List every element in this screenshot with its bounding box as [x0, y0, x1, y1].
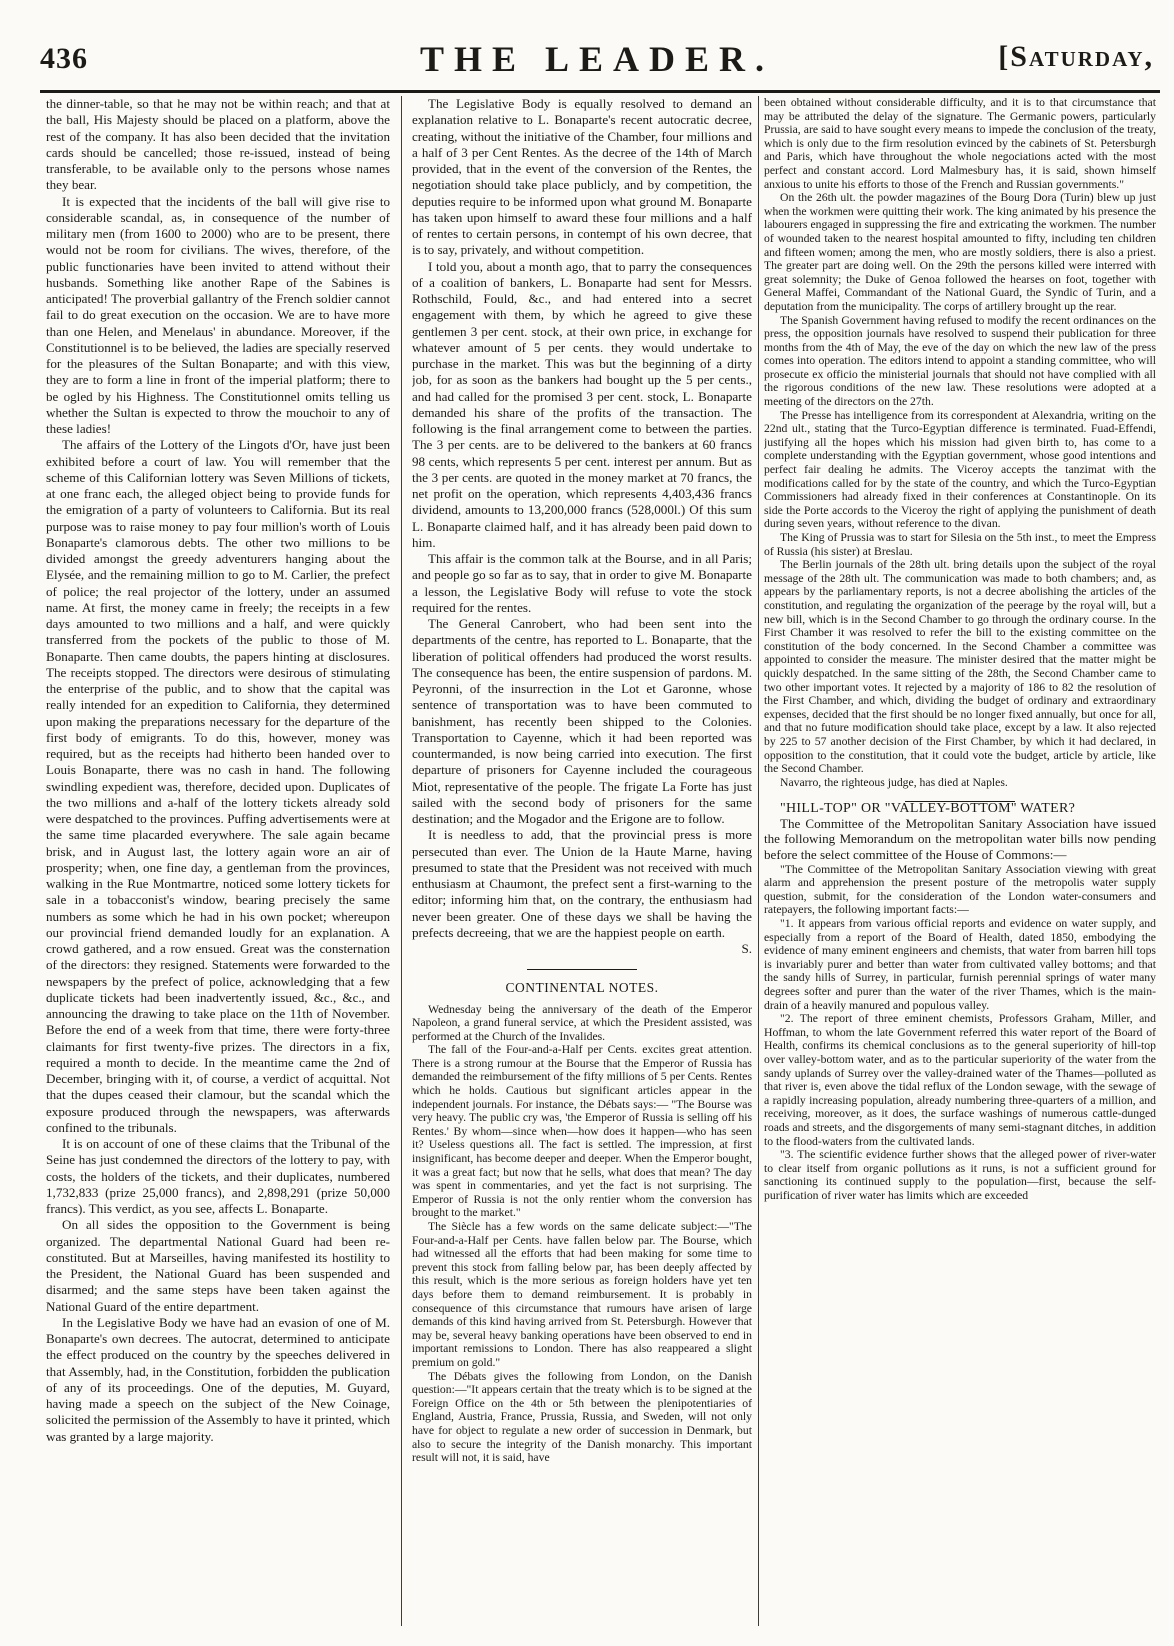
paragraph: "1. It appears from various official reports and evidence on water supply, and especially from a report of the Board of Health, dated 1850, embodying the evidence of many eminent engineers and chemists, that water from barren hill tops is invariably purer and better than water from cultivated valley bottoms; and that the sandy hills of Surrey, in particular, furnish perennial springs of water many degrees softer and purer than the water of the river Thames, which is the main-drain of a heavily manured and populous valley. — [764, 917, 1156, 1012]
paragraph: The Committee of the Metropolitan Sanitary Association have issued the following Memorandum on the metropolitan water bills now pending before the select committee of the House of Commons:— — [764, 815, 1156, 863]
paragraph: I told you, about a month ago, that to parry the consequences of a coalition of bankers, L. Bonaparte had sent for Messrs. Rothschild, Fould, &c., and had entered into a secret engagement with them, by which he agreed to give these gentlemen 3 per cent. stock, at their own price, in exchange for whatever amount of 5 per cents. they would undertake to purchase in the market. This was but the beginning of a dirty job, for as soon as the bankers had bought up the 5 per cents., and had called for the promised 3 per cent. stock, L. Bonaparte demanded his share of the profits of the transaction. The following is the final arrangement come to between the parties. The 3 per cents. are to be delivered to the bankers at 60 francs 98 cents, which represents 5 per cent. interest per annum. But as the 3 per cents. are quoted in the money market at 70 francs, the net profit on the operation, which represents 4,403,436 francs dividend, amounts to 13,200,000 francs (528,000l.) Of this sum L. Bonaparte claimed half, and it has already been paid down to him. — [412, 258, 752, 550]
paragraph: been obtained without considerable difficulty, and it is to that circumstance that may be attributed the delay of the signature. The Germanic powers, particularly Prussia, are said to have sought every means to impede the conclusion of the treaty, which is only due to the firm resolution evinced by the cabinets of St. Petersburgh and Paris, which have throughout the whole negociations acted with the most perfect and constant accord. Lord Malmesbury has, it is said, shown himself anxious to unite his efforts to those of the French and Russian governments." — [764, 96, 1156, 191]
section-rule — [527, 969, 637, 970]
paragraph: "2. The report of three eminent chemists, Professors Graham, Miller, and Hoffman, to whom the late Government referred this water report of the Board of Health, confirms its chemical conclusions as to the general superiority of hill-top over valley-bottom water, and as to the particular superiority of the water from the sandy uplands of Surrey over the valley-drained water of the Thames—polluted as that river is, even above the tidal reflux of the London sewage, with the sewage of a rapidly increasing population, already numbering three-quarters of a million, and receiving, moreover, as it does, the surface washings of numerous cattle-dunged roads and streets, and the disgorgements of many semi-stagnant ditches, in addition to the flood-waters from the cultivated lands. — [764, 1012, 1156, 1148]
masthead — [40, 32, 1154, 84]
paragraph: "The Committee of the Metropolitan Sanitary Association viewing with great alarm and apprehension the present posture of the metropolis water supply question, submit, for the consideration of the London water-consumers and ratepayers, the following important facts:— — [764, 862, 1156, 917]
paragraph: On the 26th ult. the powder magazines of the Bourg Dora (Turin) blew up just when the workmen were quitting their work. The king animated by his presence the labourers engaged in suppressing the fire and extricating the workmen. The number of wounded taken to the nearest hospital amounted to fifty, including ten children and fifteen women; among the men, who are mostly soldiers, there is also a priest. The greater part are doing well. On the 29th the persons killed were interred with great solemnity; the Duke of Genoa followed the hearses on foot, together with General Maffei, Commandant of the National Guard, the Syndic of Turin, and a deputation from the municipality. The corps of artillery brought up the rear. — [764, 191, 1156, 313]
paragraph: It is needless to add, that the provincial press is more persecuted than ever. The Union de la Haute Marne, having presumed to state that the President was not received with much enthusiasm at Chaumont, the prefect sent a first-warning to the editor; informing him that, on the contrary, the enthusiasm had never been greater. One of these days we shall be having the prefects decreeing, that we are the happiest people on earth. — [412, 827, 752, 940]
newspaper-title: THE LEADER. — [419, 39, 775, 79]
column-divider — [758, 96, 759, 1626]
paragraph: This affair is the common talk at the Bourse, and in all Paris; and people go so far as to say, that in order to give M. Bonaparte a lesson, the Legislative Body will refuse to vote the stock required for the rentes. — [412, 551, 752, 615]
paragraph: The affairs of the Lottery of the Lingots d'Or, have just been exhibited before a court of law. You will remember that the scheme of this Californian lottery was Seven Millions of tickets, at one franc each, the alleged object being to provide funds for the emigration of a party of volunteers to California. But its real purpose was to raise money to pay four million's worth of Louis Bonaparte's clamorous debts. The other two millions to be divided amongst the greedy adventurers hanging about the Elysée, and the remaining million to go to M. Carlier, the prefect of police; the real projector of the lottery, under an assumed name. At first, the money came in freely; the receipts in a few days amounted to two millions and a half, and were quickly transferred from the pockets of the public to those of M. Bonaparte. Then came doubts, the papers hinting at disclosures. The receipts stopped. The directors were desirous of stimulating the enterprise of the public, and to show that the capital was really intended for an expedition to California, they determined upon making the preparations necessary for the departure of the first body of emigrants. To do this, however, money was required, but as the receipts had hitherto been handed over to Louis Bonaparte, there was no cash in hand. The following swindling expedient was, therefore, decided upon. Duplicates of the two millions and a-half of the lottery tickets already sold were despatched to the provinces. Puffing advertisements were at the same time placarded everywhere. The sale again became brisk, and in August last, the lottery again wore an air of prosperity; when, one fine day, a gentleman from the provinces, walking in the Rue Montmartre, noticed some lottery tickets for sale in a tobacconist's window, bearing precisely the same numbers as some which he had in his own pocket; whereupon our provincial friend demanded loudly for an explanation. A crowd gathered, and a row ensued. Great was the consternation of the directors: they resigned. Statements were forwarded to the newspapers by the prefect of police, acknowledging that a few duplicate tickets had been inadvertently issued, &c., &c., and announcing the drawing to take place on the 11th of November. Before the end of a week from that time, there were forty-three claimants for first twenty-five prizes. The directors in a fix, required a month to decide. In the meantime came the 2nd of December, bringing with it, of course, a verdict of acquittal. Not that the dupes ceased their clamour, but the scandal which the exposure produced through the newspapers, was afterwards confined to the tribunals. — [46, 437, 390, 1135]
issue-day: [Saturday, — [998, 40, 1154, 73]
paragraph: The Presse has intelligence from its correspondent at Alexandria, writing on the 22nd ult., stating that the Turco-Egyptian difference is terminated. Fuad-Effendi, justifying all the hopes which his mission had given birth to, has come to a complete understanding with the Egyptian government, whose good intentions and perfect fair dealing he admits. The Viceroy accepts the tanzimat with the modifications called for by the state of the country, and which the Turco-Egyptian Commissioners had already fixed in their conferences at Constantinople. On its side the Porte accords to the Viceroy the right of applying the punishment of death during seven years, without reference to the divan. — [764, 408, 1156, 531]
paragraph: It is on account of one of these claims that the Tribunal of the Seine has just condemned the directors of the lottery to pay, with costs, the holders of the tickets, and their duplicates, numbered 1,732,833 (prize 25,000 francs), and 2,898,291 (prize 50,000 francs). This verdict, as you see, affects L. Bonaparte. — [46, 1136, 390, 1216]
paragraph: It is expected that the incidents of the ball will give rise to considerable scandal, as, in consequence of the number of military men (from 1600 to 2000) who are to be present, there would not be room for civilians. The wives, therefore, of the public functionaries have been invited to attend without their husbands. Something like another Rape of the Sabines is anticipated! The proverbial gallantry of the French soldier cannot fail to do great execution on the occasion. We are to have more than one Helen, and Menelaus' in abundance. Moreover, if the Constitutionnel is to be believed, the ladies are specially reserved for the pleasures of the Sultan Bonaparte; and with this view, they are to form a line in front of the imperial platform; there to be ogled by his Highness. The Constitutionnel omits telling us whether the Sultan is expected to throw the mouchoir to any of these ladies! — [46, 193, 390, 436]
paragraph: The Legislative Body is equally resolved to demand an explanation relative to L. Bonaparte's recent autocratic decree, creating, without the initiative of the Chamber, four millions and a half of 3 per Cent Rentes. As the decree of the 14th of March provided, that in the event of the conversion of the Rentes, the negotiation should take place publicly, and by competition, the deputies require to be informed upon what ground M. Bonaparte has taken upon himself to award these four millions and a half of rentes to certain persons, in contempt of his own decree, that is to say, privately, and without competition. — [412, 96, 752, 258]
paragraph: The Berlin journals of the 28th ult. bring details upon the subject of the royal message of the 28th ult. The communication was made to both chambers; and, as appears by the parliamentary reports, is not a decree abolishing the articles of the constitution, and regulating the organization of the peerage by the royal will, but a new bill, which is in the Second Chamber to go through the ordinary course. In the First Chamber it was resolved to refer the bill to the existing committee on the constitution of the body concerned. In the Second Chamber a committee was appointed to consider the measure. The minister desired that the matter might be quickly despatched. In the same sitting of the 28th, the Second Chamber came to two other important votes. It rejected by a majority of 186 to 82 the resolution of the First Chamber, and which, dividing the budget of ordinary and extraordinary expenses, decided that the first should be no longer fixed annually, but once for all, and that no future modification should take place, except by a law. It also rejected by 225 to 57 another decision of the First Chamber, by which it had declared, in opposition to the constitution, that it could vote the budget, article by article, like the Second Chamber. — [764, 558, 1156, 776]
paragraph: On all sides the opposition to the Government is being organized. The departmental National Guard had been re-constituted. But at Marseilles, having manifested its hostility to the President, the National Guard has been suspended and disarmed; and the same steps have been taken against the National Guard of the entire department. — [46, 1217, 390, 1314]
section-heading-hill-top-water: "HILL-TOP" OR "VALLEY-BOTTOM" WATER? — [780, 801, 1076, 817]
column-3 — [764, 96, 1156, 1626]
page-number: 436 — [40, 42, 88, 75]
paragraph: Wednesday being the anniversary of the death of the Emperor Napoleon, a grand funeral service, at which the President assisted, was performed at the Church of the Invalides. — [412, 1002, 752, 1043]
paragraph: Navarro, the righteous judge, has died at Naples. — [780, 775, 1008, 789]
signature: S. — [741, 941, 752, 956]
paragraph: the dinner-table, so that he may not be within reach; and that at the ball, His Majesty should be placed on a platform, above the rest of the company. It has also been decided that the invitation cards should be cancelled; those re-issued, instead of being transferable, to be available only to the persons whose names they bear. — [46, 96, 390, 193]
paragraph: The General Canrobert, who had been sent into the departments of the centre, has reported to L. Bonaparte, that the liberation of political offenders had produced the worst results. The consequence has been, the entire suspension of pardons. M. Peyronni, of the insurrection in the Lot et Garonne, whose sentence of transportation was to have been commuted to banishment, has recently been shipped to the Colonies. Transportation to Cayenne, which it had been reported was countermanded, is now being carried into execution. The first departure of prisoners for Cayenne included the courageous Miot, representative of the people. The frigate La Forte has just sailed with the second body of prisoners for the same destination; and the Mogador and the Erigone are to follow. — [412, 616, 752, 826]
column-2 — [412, 96, 752, 1626]
paragraph: The Débats gives the following from London, on the Danish question:—"It appears certain that the treaty which is to be signed at the Foreign Office on the 4th or 5th between the plenipotentiaries of England, Austria, France, Prussia, Russia, and Sweden, will not only have for object to regulate a new order of succession in Denmark, but also to secure the integrity of the Danish monarchy. This important result will not, it is said, have — [412, 1369, 752, 1465]
paragraph: The King of Prussia was to start for Silesia on the 5th inst., to meet the Empress of Russia (his sister) at Breslau. — [764, 531, 1156, 558]
masthead-rule — [40, 90, 1160, 93]
paragraph: The Siècle has a few words on the same delicate subject:—"The Four-and-a-Half per Cents. have fallen below par. The Bourse, which had witnessed all the efforts that had been making for some time to prevent this stock from falling below par, has been deeply affected by this result, which is the more serious as foreign holders have yet ten days before them to demand reimbursement. It is probably in consequence of this circumstance that rumours have arisen of large demands of this kind having arrived from St. Petersburgh. However that may be, several heavy banking operations have been observed to end in important remissions to London. There has also reappeared a slight premium on gold." — [412, 1220, 752, 1369]
paragraph: In the Legislative Body we have had an evasion of one of M. Bonaparte's own decrees. The autocrat, determined to anticipate the effect produced on the country by the speeches delivered in that Assembly, had, in the Constitution, forbidden the publication of any of its proceedings. One of the deputies, M. Guyard, having made a speech on the subject of the New Coinage, solicited the permission of the Assembly to have it printed, which was granted by a large majority. — [46, 1314, 390, 1444]
paragraph: The Spanish Government having refused to modify the recent ordinances on the press, the opposition journals have resolved to suspend their publication for three months from the 4th of May, the eve of the day on which the new law of the press comes into operation. The editors intend to appoint a standing committee, who will prosecute ex officio the ministerial journals that should not have complied with all the rigorous conditions of the new law. These resolutions were adopted at a meeting of the directors on the 27th. — [764, 313, 1156, 409]
column-divider — [401, 96, 402, 1626]
paragraph: "3. The scientific evidence further shows that the alleged power of river-water to clear itself from organic pollutions as it runs, is not a sufficient ground for sanctioning its continued supply to the population—first, because the self-purification of river water has limits which are exceeded — [764, 1148, 1156, 1202]
column-1 — [46, 96, 390, 1626]
section-heading-continental-notes: CONTINENTAL NOTES. — [505, 980, 659, 996]
paragraph: The fall of the Four-and-a-Half per Cents. excites great attention. There is a strong rumour at the Bourse that the Emperor of Russia has demanded the reimbursement of the fifty millions of 5 per Cents. Rentes which he holds. Cautious but significant articles appear in the independent journals. For instance, the Débats says:— "The Bourse was very heavy. The public cry was, 'the Emperor of Russia is selling off his Rentes.' By whom—since when—how does it happen—who has seen it? Useless questions all. The fact is settled. The impression, at first insignificant, has become deeper and deeper. When the Emperor bought, it was a great fact; but now that he sells, what does that mean? The day was spent in commentaries, and yet the fact is not surprising. The Emperor of Russia is not the only rentier whom the conversion has brought to the market." — [412, 1043, 752, 1220]
